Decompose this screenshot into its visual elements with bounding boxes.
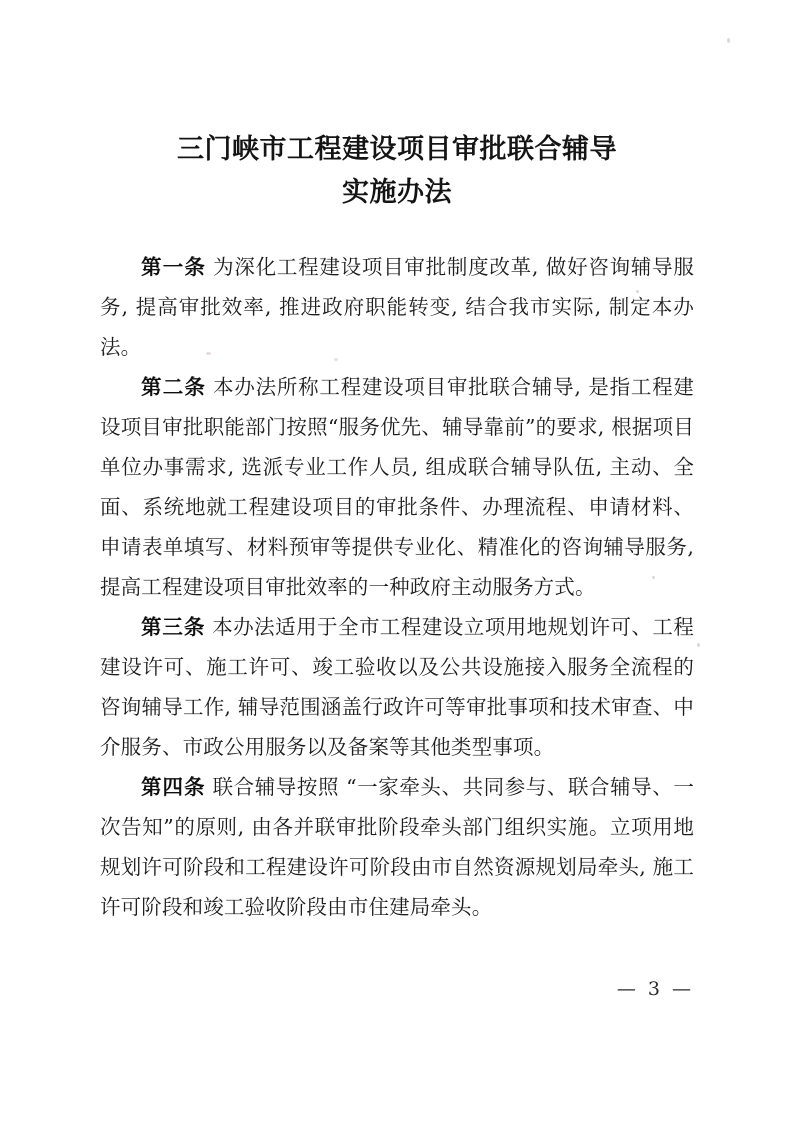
article-1 xyxy=(100,247,694,367)
article-3-text: 本办法适用于全市工程建设立项用地规划许可、工程建设许可、施工许可、竣工验收以及公共设施接入服务全流程的咨询辅导工作, 辅导范围涵盖行政许可等审批事项和技术审查、中介服务、市政公用服务以及备案等其他类型事项。 xyxy=(100,615,694,759)
document-body xyxy=(100,247,694,927)
title-line-2: 实施办法 xyxy=(342,177,452,208)
scan-speck xyxy=(697,643,700,647)
article-4-label: 第四条 xyxy=(141,775,206,799)
article-4 xyxy=(100,767,694,927)
article-2-text: 本办法所称工程建设项目审批联合辅导, 是指工程建设项目审批职能部门按照“服务优先、辅导靠前”的要求, 根据项目单位办事需求, 选派专业工作人员, 组成联合辅导队伍, 主动、全面、系统地就工程建设项目的审批条件、办理流程、申请材料、申请表单填写、材料预审等提供专业化、精准化的咨询辅导服务, 提高工程建设项目审批效率的一种政府主动服务方式。 xyxy=(100,375,694,599)
article-1-text: 为深化工程建设项目审批制度改革, 做好咨询辅导服务, 提高审批效率, 推进政府职能转变, 结合我市实际, 制定本办法。 xyxy=(100,255,694,359)
page-number: — 3 — xyxy=(616,978,694,1000)
document-title xyxy=(0,128,794,214)
title-line-1: 三门峡市工程建设项目审批联合辅导 xyxy=(177,134,617,165)
article-3 xyxy=(100,607,694,767)
article-4-text: 联合辅导按照 “一家牵头、共同参与、联合辅导、一次告知”的原则, 由各并联审批阶段牵头部门组织实施。立项用地规划许可阶段和工程建设许可阶段由市自然资源规划局牵头, 施工许可阶段和竣工验收阶段由市住建局牵头。 xyxy=(100,775,694,919)
article-2-label: 第二条 xyxy=(141,375,207,399)
scan-speck xyxy=(727,38,730,43)
article-2 xyxy=(100,367,694,607)
article-1-label: 第一条 xyxy=(141,255,207,279)
article-3-label: 第三条 xyxy=(141,615,206,639)
